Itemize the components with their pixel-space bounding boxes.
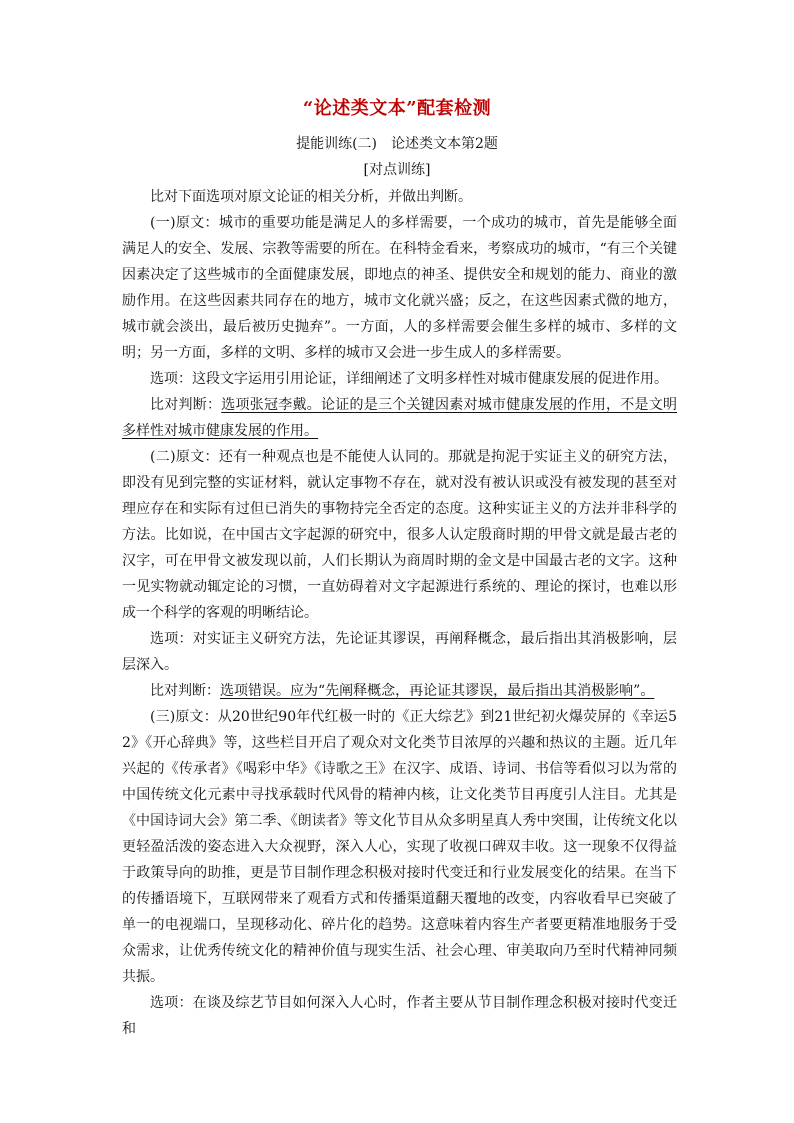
document-body [122,184,677,1042]
section-label: [对点训练] [363,162,431,178]
item-2-option: 选项：对实证主义研究方法，先论证其谬误，再阐释概念，最后指出其消极影响，层层深入。 [122,631,677,673]
judgement-label: 比对判断： [150,683,220,699]
intro-paragraph: 比对下面选项对原文论证的相关分析，并做出判断。 [150,189,472,205]
item-3-option: 选项：在谈及综艺节目如何深入人心时，作者主要从节目制作理念积极对接时代变迁和 [122,995,677,1037]
item-1-judgement [122,392,677,444]
judgement-text: 选项张冠李戴。论证的是三个关键因素对城市健康发展的作用，不是文明多样性对城市健康发展的作用。 [122,397,677,439]
item-1-option: 选项：这段文字运用引用论证，详细阐述了文明多样性对城市健康发展的促进作用。 [150,371,668,387]
item-2-source: (二)原文：还有一种观点也是不能使人认同的。那就是拘泥于实证主义的研究方法，即没有见到完整的实证材料，就认定事物不存在，就对没有被认识或没有被发现的甚至对理应存在和实际有过但已消失的事物持完全否定的态度。这种实证主义的方法并非科学的方法。比如说，在中国古文字起源的研究中，很多人认定殷商时期的甲骨文就是最古老的汉字，可在甲骨文被发现以前，人们长期认为商周时期的金文是中国最古老的文字。这种一见实物就动辄定论的习惯，一直妨碍着对文字起源进行系统的、理论的探讨，也难以形成一个科学的客观的明晰结论。 [122,449,677,621]
judgement-label: 比对判断： [150,397,222,413]
item-3-source: (三)原文：从20世纪90年代红极一时的《正大综艺》到21世纪初火爆荧屏的《幸运52》《开心辞典》等，这些栏目开启了观众对文化类节目浓厚的兴趣和热议的主题。近几年兴起的《传承者》《喝彩中华》《诗歌之王》在汉字、成语、诗词、书信等看似习以为常的中国传统文化元素中寻找承载时代风骨的精神内核，让文化类节目再度引人注目。尤其是《中国诗词大会》第二季、《朗读者》等文化节目从众多明星真人秀中突围，让传统文化以更轻盈活泼的姿态进入大众视野，深入人心，实现了收视口碑双丰收。这一现象不仅得益于政策导向的助推，更是节目制作理念积极对接时代变迁和行业发展变化的结果。在当下的传播语境下，互联网带来了观看方式和传播渠道翻天覆地的改变，内容收看早已突破了单一的电视端口，呈现移动化、碎片化的趋势。这意味着内容生产者要更精准地服务于受众需求，让优秀传统文化的精神价值与现实生活、社会心理、审美取向乃至时代精神同频共振。 [122,709,677,985]
item-2-judgement [122,678,677,704]
document-title: “论述类文本”配套检测 [302,98,492,119]
judgement-text: 选项错误。应为“先阐释概念，再论证其谬误，最后指出其消极影响”。 [220,683,655,699]
item-1-source: (一)原文：城市的重要功能是满足人的多样需要，一个成功的城市，首先是能够全面满足人的安全、发展、宗教等需要的所在。在科特金看来，考察成功的城市，“有三个关键因素决定了这些城市的全面健康发展，即地点的神圣、提供安全和规划的能力、商业的激励作用。在这些因素共同存在的地方，城市文化就兴盛；反之，在这些因素式微的地方，城市就会淡出，最后被历史抛弃”。一方面，人的多样需要会催生多样的城市、多样的文明；另一方面，多样的文明、多样的城市又会进一步生成人的多样需要。 [122,215,677,361]
document-subtitle: 提能训练(二) 论述类文本第2题 [296,136,498,152]
